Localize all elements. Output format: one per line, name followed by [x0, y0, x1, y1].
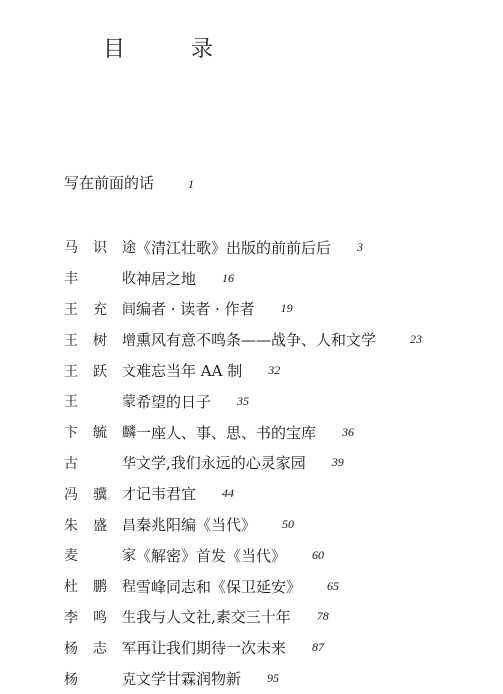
entry-author: 卞毓麟 — [64, 425, 136, 442]
entry-page-number: 50 — [282, 517, 295, 532]
toc-entry[interactable] — [64, 478, 494, 509]
toc-entry[interactable] — [64, 263, 494, 294]
entry-title: 神居之地 — [136, 269, 197, 288]
toc-title: 目 录 — [103, 37, 236, 62]
entry-page-number: 23 — [410, 332, 423, 347]
entry-title: 记韦君宜 — [136, 485, 197, 504]
toc-entry-list — [64, 232, 494, 694]
toc-entry[interactable] — [64, 448, 494, 479]
entry-page-number: 35 — [237, 393, 250, 408]
entry-author: 杨 克 — [64, 671, 136, 688]
toc-entry[interactable] — [64, 417, 494, 448]
entry-title: 再让我们期待一次未来 — [136, 639, 287, 658]
entry-title: 编者 · 读者 · 作者 — [136, 300, 255, 319]
toc-entry[interactable] — [64, 232, 494, 263]
entry-title: 熏风有意不鸣条——战争、人和文学 — [136, 331, 377, 350]
entry-page-number: 44 — [222, 486, 235, 501]
entry-page-number: 16 — [222, 270, 235, 285]
entry-page-number: 19 — [280, 301, 293, 316]
entry-page-number: 87 — [312, 640, 325, 655]
entry-title: 一座人、事、思、书的宝库 — [136, 423, 317, 442]
entry-author: 杜鹏程 — [64, 579, 136, 596]
toc-entry[interactable] — [64, 355, 494, 386]
entry-title: 雪峰同志和《保卫延安》 — [136, 577, 302, 596]
toc-entry[interactable] — [64, 509, 494, 540]
entry-page-number: 60 — [312, 547, 325, 562]
entry-page-number: 39 — [331, 455, 344, 470]
entry-title: 难忘当年 AA 制 — [136, 362, 243, 381]
entry-title: 秦兆阳编《当代》 — [136, 516, 257, 535]
entry-author: 王跃文 — [64, 363, 136, 380]
entry-title: 文学甘霖润物新 — [136, 670, 242, 689]
entry-author: 麦 家 — [64, 548, 136, 565]
entry-author: 马识途 — [64, 240, 136, 257]
toc-preface-entry[interactable] — [64, 172, 194, 193]
entry-author: 古 华 — [64, 455, 136, 472]
entry-title: 我与人文社,素交三十年 — [136, 608, 291, 627]
entry-author: 丰 收 — [64, 271, 136, 288]
entry-author: 杨志军 — [64, 640, 136, 657]
toc-entry[interactable] — [64, 386, 494, 417]
entry-page-number: 95 — [267, 671, 280, 686]
entry-title: 文学,我们永远的心灵家园 — [136, 454, 306, 473]
entry-author: 王充闾 — [64, 301, 136, 318]
entry-page-number: 32 — [268, 363, 281, 378]
entry-title: 《清江壮歌》出版的前前后后 — [136, 238, 332, 257]
preface-title: 写在前面的话 — [64, 174, 155, 192]
entry-page-number: 78 — [316, 609, 329, 624]
entry-author: 冯骥才 — [64, 486, 136, 503]
entry-page-number: 3 — [357, 239, 364, 254]
entry-title: 希望的日子 — [136, 392, 212, 411]
entry-author: 王树增 — [64, 332, 136, 349]
toc-entry[interactable] — [64, 632, 494, 663]
toc-entry[interactable] — [64, 602, 494, 633]
toc-entry[interactable] — [64, 294, 494, 325]
entry-page-number: 36 — [342, 424, 355, 439]
toc-entry[interactable] — [64, 324, 494, 355]
toc-entry[interactable] — [64, 663, 494, 694]
entry-author: 李鸣生 — [64, 609, 136, 626]
toc-entry[interactable] — [64, 540, 494, 571]
preface-page-number: 1 — [188, 177, 195, 191]
entry-page-number: 65 — [327, 578, 340, 593]
entry-title: 《解密》首发《当代》 — [136, 546, 287, 565]
toc-entry[interactable] — [64, 571, 494, 602]
entry-author: 王 蒙 — [64, 394, 136, 411]
entry-author: 朱盛昌 — [64, 517, 136, 534]
